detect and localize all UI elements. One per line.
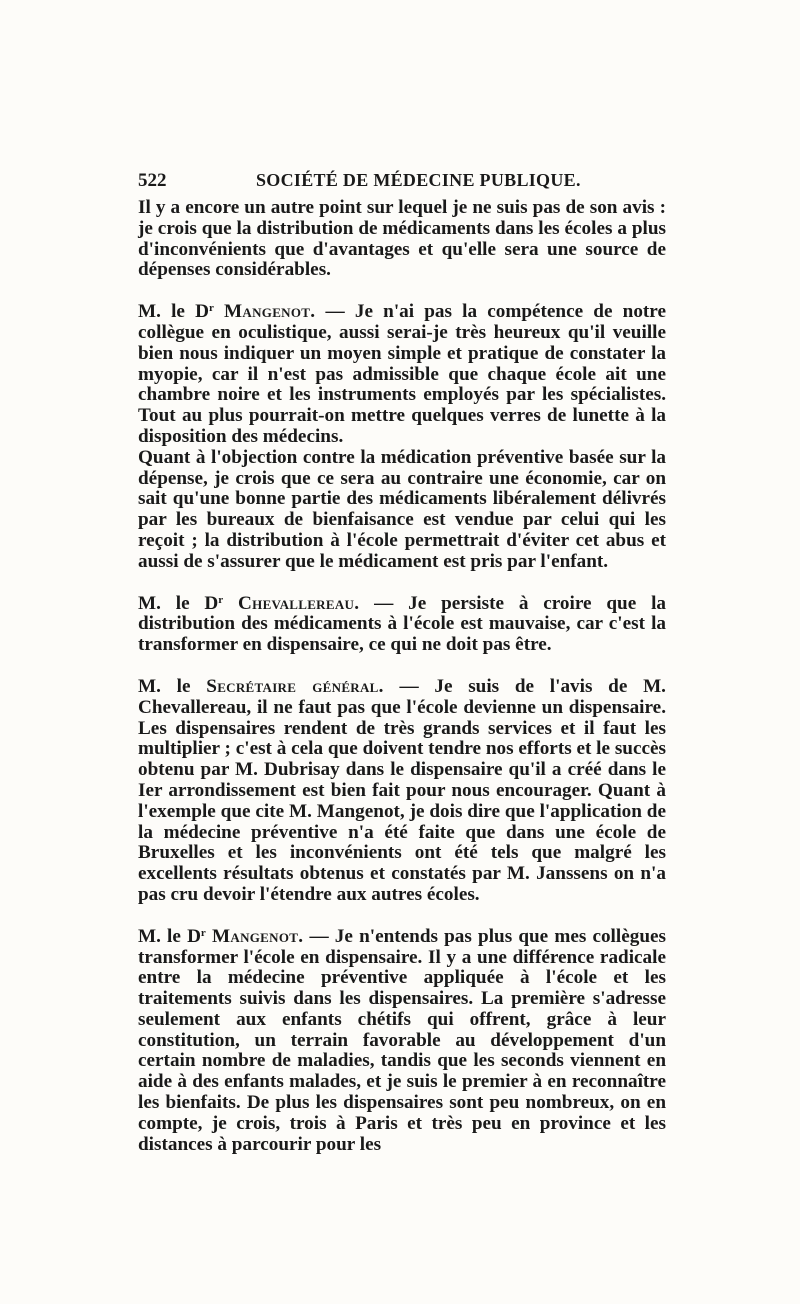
paragraph-text: — Je persiste à croire que la distribution des médicaments à l'école est mauvaise, car c'est la transformer en dispensaire, ce qui ne doit pas être. bbox=[138, 592, 666, 656]
speaker-prefix-sup: r bbox=[218, 593, 224, 606]
speaker-name: Secrétaire général. bbox=[206, 675, 384, 697]
speaker-prefix: M. le bbox=[138, 675, 207, 697]
page-header bbox=[138, 170, 666, 194]
paragraph-text: Il y a encore un autre point sur lequel je ne suis pas de son avis : je crois que la distribution de médicaments dans les écoles a plus d'inconvénients que d'avantages et qu'elle sera une source de dépenses considérables. bbox=[138, 197, 666, 281]
paragraph-text: Quant à l'objection contre la médication préventive basée sur la dépense, je crois que ce sera au contraire une économie, car on sait qu'une bonne partie des médicaments libéralement délivrés par les bureaux de bienfaisance est vendue par celui qui les reçoit ; la distribution à l'école permettrait d'éviter cet abus et aussi de s'assurer que le médicament est pris par l'enfant. bbox=[138, 446, 666, 572]
paragraph-3 bbox=[138, 448, 666, 573]
paragraph-text: — Je suis de l'avis de M. Chevallereau, il ne faut pas que l'école devienne un dispensaire. Les dispensaires rendent de très grands services et il faut les multiplier ; c'est à cela que doivent tendre nos efforts et le succès obtenu par M. Dubrisay dans le dispensaire qu'il a créé dans le Ier arrondissement est bien fait pour nous encourager. Quant à l'exemple que cite M. Mangenot, je dois dire que l'application de la médecine préventive n'a été faite que dans une école de Bruxelles et les inconvénients ont été tels que malgré les excellents résultats obtenus et constatés par M. Janssens on n'a pas cru devoir l'étendre aux autres écoles. bbox=[138, 675, 666, 905]
paragraph-1 bbox=[138, 198, 666, 281]
paragraph-2 bbox=[138, 302, 666, 448]
running-title: SOCIÉTÉ DE MÉDECINE PUBLIQUE. bbox=[256, 170, 581, 190]
speaker-prefix: M. le D bbox=[138, 925, 201, 947]
speaker-name: Mangenot. bbox=[211, 925, 304, 947]
page-number: 522 bbox=[138, 170, 167, 191]
paragraph-6 bbox=[138, 927, 666, 1156]
speaker-prefix-sup: r bbox=[208, 302, 214, 315]
paragraph-text: — Je n'entends pas plus que mes collègues transformer l'école en dispensaire. Il y a une différence radicale entre la médecine préventive appliquée à l'école et les traitements suivis dans les dispensaires. La première s'adresse seulement aux enfants chétifs qui offrent, grâce à leur constitution, un terrain favorable au développement d'un certain nombre de maladies, tandis que les seconds viennent en aide à des enfants malades, et je suis le premier à en reconnaître les bienfaits. De plus les dispensaires sont peu nombreux, on en compte, je crois, trois à Paris et très peu en province et les distances à parcourir pour les bbox=[138, 925, 666, 1155]
body-text bbox=[138, 198, 666, 1155]
speaker-prefix-sup: r bbox=[200, 926, 206, 939]
paragraph-4 bbox=[138, 594, 666, 656]
paragraph-5 bbox=[138, 677, 666, 906]
paragraph-text: — Je n'ai pas la compétence de notre collègue en oculistique, aussi serai-je très heureux qu'il veuille bien nous indiquer un moyen simple et pratique de constater la myopie, car il n'est pas admissible que chaque école ait une chambre noire et les instruments employés par les spécialistes. Tout au plus pourrait-on mettre quelques verres de lunette à la disposition des médecins. bbox=[138, 301, 666, 447]
speaker-prefix: M. le D bbox=[138, 301, 209, 323]
speaker-name: Chevallereau. bbox=[238, 592, 360, 614]
speaker-prefix: M. le D bbox=[138, 592, 219, 614]
speaker-name: Mangenot. bbox=[224, 301, 316, 323]
